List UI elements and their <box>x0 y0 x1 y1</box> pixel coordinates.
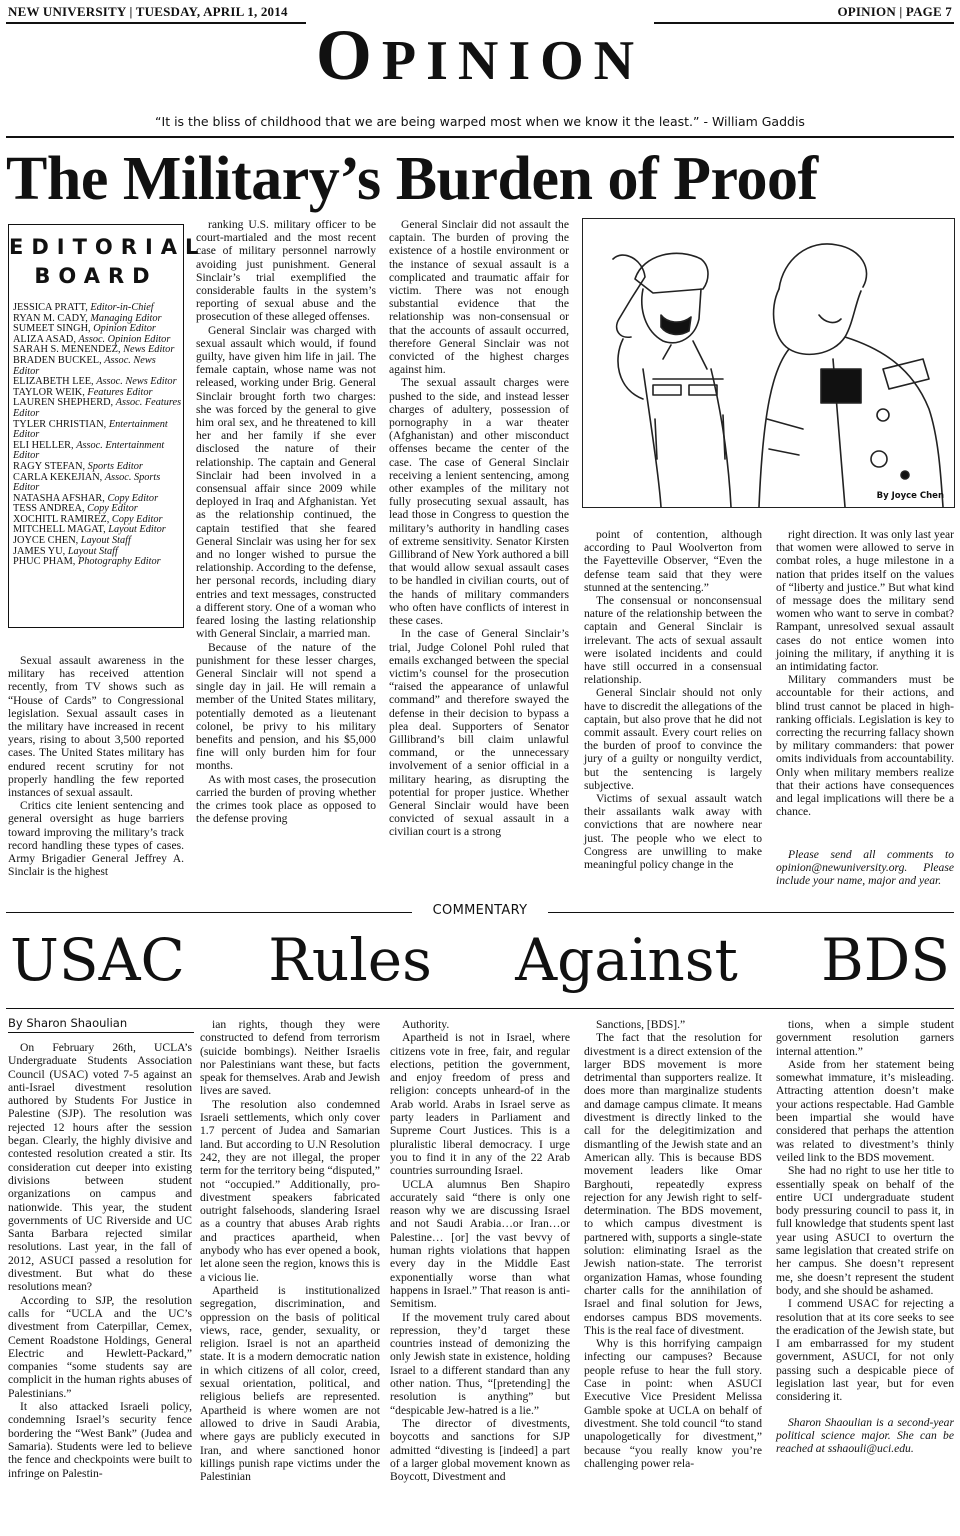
member-role: Layout Editor <box>108 524 166 536</box>
paragraph: UCLA alumnus Ben Shapiro accurately said “there is only one reason why we are discussing Israel and not Saudi Arabia…or Iran…or Palestine… [or] the vast bevvy of human rights violations that happen every day in the Middle East exponentially worse than what happens in Israel.” That reason is anti-Semitism. <box>390 1177 570 1311</box>
member-name: CARLA KEKEJIAN, <box>13 471 105 483</box>
member-role: Opinion Editor <box>93 323 156 335</box>
member-name: TAYLOR WEIK, <box>13 386 88 398</box>
section-title <box>0 15 960 95</box>
paragraph: On February 26th, UCLA’s Undergraduate Students Association Council (USAC) voted 7-5 against an anti-Israel divestment resolution authored by Students For Justice in Palestine (SJP). The resolution was rejected 12 hours after the session began. Clearly, the highly divisive and contested resolution created a stir. Its consideration cut deeper into existing divisions between student organizations on campus and nationwide. This year, the student governments of UC Riverside and UC Santa Barbara rejected similar resolutions. Last year, in the fall of 2012, ASUCI passed a resolution for divestment. But what do these resolutions mean? <box>8 1041 192 1294</box>
member-name: ELIZABETH LEE, <box>13 376 97 388</box>
paragraph: The resolution also condemned Israeli settlements, which only cover 1.7 percent of Judea and Samarian land. But according to U.N Resolution 242, they are not illegal, the proper term for the territory being “disputed,” not “occupied.” Additionally, pro-divestment speakers fabricated outright falsehoods, slandering Israel as a country that abuses Arab rights and practices apartheid, when anybody who has ever opened a book, let alone seen the region, knows this is a vicious lie. <box>200 1097 380 1284</box>
paragraph: The fact that the resolution for divestment is a direct extension of the larger BDS movement is more detrimental than supporters realize. It does more than marginalize students and damage campus climate. It means divestment is directly linked to the call for the delegitimization and dismantling of the Jewish state and an American ally. This is because BDS movement leaders like Omar Barghouti, repeatedly express rejection for any Jewish right to self-determination. The BDS movement, to which campus divestment is partnered with, supports a single-state solution: eliminating Israel as the Jewish nation-state. The terrorist organization Hamas, whose founding charter calls for the annihilation of Israel and final solution for Jews, endorses campus BDS movements. This is the real face of divestment. <box>584 1031 762 1337</box>
member-role: Assoc. Entertainment Editor <box>13 439 165 462</box>
board-member <box>13 473 183 494</box>
headline-word: BDS <box>821 926 950 994</box>
article-column-1 <box>8 654 184 878</box>
paragraph: tions, when a simple student government resolution garners internal attention.” <box>776 1018 954 1058</box>
member-name: JESSICA PRATT, <box>13 302 91 313</box>
member-role: Sports Editor <box>87 460 143 472</box>
commentary-column-3 <box>390 1018 570 1483</box>
member-name: ELI HELLER, <box>13 439 77 451</box>
paragraph: Military commanders must be accountable for their actions, and blind trust cannot be placed in high-ranking officials. Legislation is key to correcting the recurring fallacy shown by military commanders: that power omits individuals from accountability. Only when military members realize that their actions have consequences and legal implications will there be a chance. <box>776 673 954 819</box>
author-bio: Sharon Shaoulian is a second-year political science major. She can be reached at sshaouli@uci.edu. <box>776 1415 954 1456</box>
board-members <box>13 303 183 568</box>
member-name: SUMEET SINGH, <box>13 323 94 335</box>
member-role: Entertainment Editor <box>13 418 168 441</box>
paragraph: According to SJP, the resolution calls for “UCLA and the UC’s divestment from Caterpillar, Cemex, Cement Roadstone Holdings, General Electric and Hewlett-Packard,” companies “some students say are complicit in the human rights abuses of Palestinians.” <box>8 1293 192 1400</box>
member-name: MITCHELL MAGAT, <box>13 524 109 536</box>
cartoon-credit: By Joyce Chen <box>876 491 944 501</box>
paragraph: point of contention, although according to Paul Woolverton from the Fayetteville Observer, “Even the defense team said that they were stunned at the sentencing.” <box>584 528 762 594</box>
member-name: RAGY STEFAN, <box>13 460 88 472</box>
board-title-2: BOARD <box>34 264 158 288</box>
member-name: TESS ANDREA, <box>13 503 88 515</box>
paragraph: Authority. <box>402 1018 450 1031</box>
byline: By Sharon Shaoulian <box>8 1016 128 1030</box>
member-role: Assoc. News Editor <box>96 376 177 388</box>
paragraph: Why is this horrifying campaign infecting our campuses? Because people refuse to hear the full story. Case in point: when ASUCI Executive Vice President Melissa Gamble spoke at UCLA on behalf of divestment. She told council “to stand unapologetically for divestment,” because “you really know you’re challenging power rela- <box>584 1337 762 1470</box>
member-name: ALIZA ASAD, <box>13 333 79 345</box>
paragraph: Aside from her statement being somewhat immature, it’s misleading. Attracting attention doesn’t make your actions respectable. Had Gamble been impartial she would have considered that perhaps the attention was related to divestment’s thinly veiled link to the BDS movement. <box>776 1057 954 1164</box>
commentary-column-1 <box>8 1041 192 1480</box>
member-role: News Editor <box>123 344 175 356</box>
member-role: Layout Staff <box>80 535 131 547</box>
paragraph: As with most cases, the prosecution carried the burden of proving whether the crimes took place as opposed to the defense proving <box>196 772 376 826</box>
board-member <box>13 398 183 419</box>
member-role: Assoc. Features Editor <box>13 397 182 419</box>
paragraph: The consensual or nonconsensual nature of the relationship between the captain and General Sinclair is irrelevant. The acts of sexual assault were isolated incidents and could have still occurred in a consensual relationship. <box>584 594 762 687</box>
headline-rule <box>6 1008 954 1009</box>
commentary-kicker: COMMENTARY <box>412 903 548 918</box>
paragraph: I commend USAC for rejecting a resolution that at its core seeks to see the eradication of the Jewish state, but I am embarrassed for my student government, ASUCI, for not only passing such a despicable piece of legislation last year, but for even considering it. <box>776 1297 954 1404</box>
headline-word: Against <box>515 926 738 994</box>
paragraph: In the case of General Sinclair’s trial, Judge Colonel Pohl ruled that emails exchanged between the special victim’s counsel for the prosecution “raised the appearance of unlawful command” and therefore swayed the defense in their decision to bypass a plea deal. Supporters of Senator Gillibrand’s bill claim unlawful command, or the unnecessary involvement of a senior official in a military hearing, as disrupting the potential for proper justice. Whether General Sinclair would have been convicted of sexual assault in a civilian court is a strong <box>389 627 569 839</box>
member-role: Assoc. Sports Editor <box>13 471 161 494</box>
cartoon-illustration <box>583 219 954 507</box>
member-name: XOCHITL RAMIREZ, <box>13 513 112 525</box>
member-name: BRADEN BUCKEL, <box>13 354 105 366</box>
paragraph: right direction. It was only last year that women were allowed to serve in combat roles, a huge milestone in a nation that prides itself on the values of “liberty and justice.” But what kind of message does the military send women who want to serve in combat? Rampant, unresolved sexual assault cases do not entice women into joining the military, if anything it is an intimidating factor. <box>776 528 954 674</box>
member-name: RYAN M. CADY, <box>13 312 91 324</box>
member-role: Managing Editor <box>90 312 162 324</box>
headline-word: Rules <box>268 926 432 994</box>
board-member <box>13 441 183 462</box>
member-role: Assoc. News Editor <box>13 354 156 377</box>
member-name: SARAH S. MENENDEZ, <box>13 344 124 356</box>
member-name: JOYCE CHEN, <box>13 535 81 547</box>
comment-note: Please send all comments to opinion@newuniversity.org. Please include your name, major and year. <box>776 848 954 888</box>
member-role: Layout Staff <box>67 545 118 557</box>
paragraph: Victims of sexual assault watch their assailants walk away with convictions that are nowhere near just. The people who we elect to Congress are unwilling to make meaningful policy change in the <box>584 792 762 872</box>
headline-word: USAC <box>10 926 185 994</box>
article-column-2 <box>196 218 376 825</box>
member-name: NATASHA AFSHAR, <box>13 492 108 504</box>
paragraph: The director of divestments, boycotts and sanctions for SJP admitted “divesting is [indeed] a part of a larger global movement known as Boycott, Divestment and <box>390 1416 570 1484</box>
member-name: TYLER CHRISTIAN, <box>13 418 109 430</box>
issue-header: NEW UNIVERSITY | TUESDAY, APRIL 1, 2014 <box>8 4 288 19</box>
member-role: Assoc. Opinion Editor <box>78 333 171 345</box>
paragraph: Sexual assault awareness in the military has received attention recently, from TV shows such as “House of Cards” to Congressional legislation. Sexual assault cases in the military have increased in recent years, rising to about 3,500 reported cases. The United States military has endured recent scrutiny for not properly handling the few reported instances of sexual assault. <box>8 654 184 800</box>
article-column-3 <box>389 218 569 839</box>
commentary-column-2 <box>200 1018 380 1483</box>
commentary-headline <box>10 920 950 1000</box>
paragraph: Critics cite lenient sentencing and general oversight as huge barriers toward improving the military’s track record handling these types of cases. Army Brigadier General Jeffrey A. Sinclair is the highest <box>8 799 184 879</box>
quote-rule <box>6 136 954 138</box>
paragraph: She had no right to use her title to essentially speak on behalf of the entire UCI undergraduate student body pressuring council to pass it, in full knowledge that students spent last year using ASUCI to overturn the same legislation that created strife on her campus. She doesn’t represent me, she doesn’t represent the student body, and she should be ashamed. <box>776 1164 954 1297</box>
paragraph: Apartheid is not in Israel, where citizens vote in free, fair, and regular elections, petition the government, and enjoy freedom of press and religion: concepts unheard-of in the Arab world. Arabs in Israel serve as party leaders in Parliament and Supreme Court Justices. This is a pluralistic liberal democracy. I urge you to find it in any of the 22 Arab countries surrounding Israel. <box>390 1031 570 1178</box>
paragraph: ian rights, though they were constructed to defend from terrorism (suicide bombings). Neither Israelis nor Palestinians want these, but facts speak for themselves. Arab and Jewish lives are saved. <box>200 1018 380 1098</box>
paragraph: ranking U.S. military officer to be court-martialed and the most recent case of military personnel narrowly avoiding just punishment. General Sinclair’s trial exemplified the considerable faults in the system’s reporting of sexual abuse and the prosecution of these alleged offenses. <box>196 218 376 324</box>
member-name: JAMES YU, <box>13 545 68 557</box>
board-title-1: EDITORIAL <box>9 235 207 259</box>
paragraph: If the movement truly cared about repression, they’d target these countries instead of demonizing the only Jewish state in existence, holding Israel to a different standard than any other nation. Thus, “[pretending] the resolution is anything” but “despicable Jew-hatred is a lie.” <box>390 1310 570 1417</box>
paragraph: Apartheid is institutionalized segregation, discrimination, and oppression on the basis of political views, race, gender, sexuality, or religion. Israel is not an apartheid state. It is a modern democratic nation in which citizens of all color, creed, sexual orientation, political, and religious beliefs are represented. Apartheid is where women are not allowed to drive in Saudi Arabia, where gays are publicly executed in Iran, and where sanctioned honor killings punish rape victims under the Palestinian <box>200 1283 380 1484</box>
member-role: Copy Editor <box>107 492 159 504</box>
member-role: Copy Editor <box>111 513 163 525</box>
byline-rule <box>8 1032 194 1033</box>
paragraph: General Sinclair did not assault the captain. The burden of proving the existence of a hostile environment or the instance of sexual assault is a complicated and traumatic affair for victim. There was not enough substantial evidence that the relationship was non-consensual or that the accounts of assault occurred, therefore General Sinclair was not convicted of the highest charges against him. <box>389 218 569 377</box>
member-role: Editor-in-Chief <box>90 302 154 313</box>
editorial-cartoon <box>582 218 955 508</box>
paragraph: Because of the nature of the punishment for these lesser charges, General Sinclair will not spend a single day in jail. He will remain a member of the United States military, potentially demoted as a lieutenant colonel, be privy to his military benefits and pension, and his $5,000 fine will only burden him for four months. <box>196 640 376 773</box>
page-number: OPINION | PAGE 7 <box>837 4 952 19</box>
board-member <box>13 557 183 568</box>
pull-quote: “It is the bliss of childhood that we are being warped most when we know it the least.” - William Gaddis <box>155 114 805 129</box>
paragraph: The sexual assault charges were pushed to the side, and instead lesser charges of adultery, possession of pornography in a war theater (Afghanistan) and other misconduct offenses became the center of the case. The case of General Sinclair receiving a lenient sentencing, among other examples of the military not fully prosecuting sexual assault, has lead those in Congress to question the military’s authority in handling cases of extreme sensitivity. Senator Kirsten Gillibrand of New York authored a bill that would allow sexual assault cases to be handled in civilian courts, out of the hands of military commanders who often have conflicts of interest in these cases. <box>389 376 569 628</box>
article-column-4 <box>584 528 762 871</box>
commentary-column-5 <box>776 1018 954 1456</box>
paragraph: General Sinclair was charged with sexual assault which would, if found guilty, have given him life in jail. The female captain, whose name was not released, working under Brig. General Sinclair brought forth two charges: she was forced by the general to give him oral sex, and he threatened to kill her and her family if she ever disclosed the nature of their relationship. The captain and General Sinclair had been involved in a consensual affair since 2009 while deployed in Iraq and Afghanistan. Yet as the relationship continued, the captain testified that she feared General Sinclair was using her for sex and no longer wished to pursue the relationship. According to the defense, her personal records, including diary entries and text messages, constructed a different story. One of a woman who feared losing the lasting relationship with General Sinclair, a married man. <box>196 323 376 641</box>
board-member <box>13 356 183 377</box>
editorial-board <box>8 224 207 628</box>
member-role: Features Editor <box>87 386 153 398</box>
paragraph: It also attacked Israeli policy, condemning Israel’s security fence bordering the “West Bank” (Judea and Samaria). Students were led to believe the fence and checkpoints were built to infringe on Palestin- <box>8 1400 192 1480</box>
member-name: LAUREN SHEPHERD, <box>13 397 116 409</box>
member-name: PHUC PHAM, <box>13 556 78 568</box>
member-role: Copy Editor <box>87 503 138 515</box>
section-rest: PINION <box>381 30 645 92</box>
commentary-column-4 <box>584 1018 762 1470</box>
article-headline: The Military’s Burden of Proof <box>6 145 818 213</box>
paragraph: Sanctions, [BDS].” <box>596 1018 686 1031</box>
member-role: Photography Editor <box>77 556 161 568</box>
article-column-5 <box>776 528 954 818</box>
board-member <box>13 420 183 441</box>
paragraph: General Sinclair should not only have to discredit the allegations of the captain, but also prove that he did not commit assault. Every court relies on the burden of proof to convince the jury of a guilty or nonguilty verdict, but the sentencing is largely subjective. <box>584 686 762 792</box>
section-initial: O <box>315 15 382 95</box>
